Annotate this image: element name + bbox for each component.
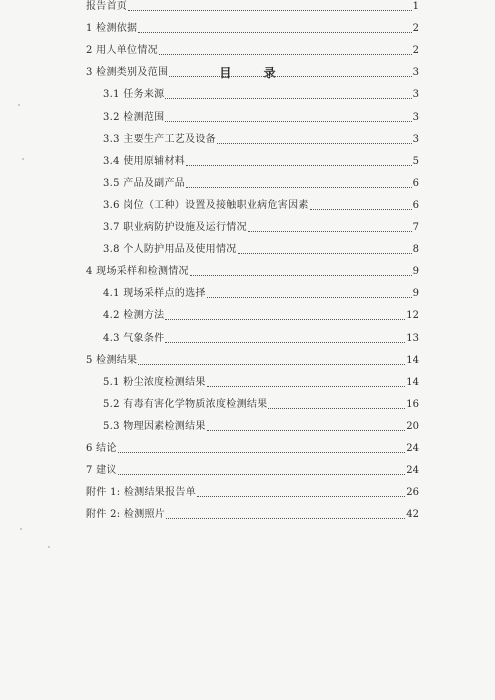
toc-entry-label: 3.4 使用原辅材料 [103,155,186,167]
toc-leader-dots [169,75,411,77]
toc-leader-dots [166,517,405,519]
toc-entry[interactable] [103,177,419,191]
toc-entry-label: 报告首页 [86,1,128,12]
toc-entry-page: 42 [406,509,419,521]
toc-entry-page: 5 [412,155,419,167]
toc-entry-label: 3.5 产品及副产品 [103,177,186,189]
toc-leader-dots [186,164,412,166]
toc-entry-label: 4.2 检测方法 [103,310,165,322]
toc-entry-page: 20 [406,420,419,432]
toc-leader-dots [238,252,412,254]
toc-entry[interactable] [103,199,419,213]
toc-entry[interactable] [86,486,419,500]
toc-entry[interactable] [103,332,419,346]
scan-speck [48,546,50,548]
toc-leader-dots [197,495,405,497]
toc-entry-label: 5.1 粉尘浓度检测结果 [103,376,206,388]
toc-entry[interactable] [86,354,419,368]
toc-entry-page: 1 [412,1,419,12]
toc-leader-dots [138,363,405,365]
toc-leader-dots [165,318,405,320]
toc-entry-page: 14 [406,376,419,388]
toc-entry[interactable] [103,376,419,390]
toc-leader-dots [207,296,412,298]
toc-leader-dots [165,120,411,122]
toc-leader-dots [128,9,411,11]
toc-entry-label: 2 用人单位情况 [86,45,158,57]
toc-entry-label: 7 建议 [86,465,117,477]
toc-leader-dots [207,385,406,387]
toc-entry-label: 5 检测结果 [86,354,138,366]
toc-entry[interactable] [103,155,419,169]
toc-entry-label: 3 检测类别及范围 [86,67,169,79]
toc-entry-label: 1 检测依据 [86,23,138,35]
toc-entry-label: 4.3 气象条件 [103,332,165,344]
toc-entry-label: 6 结论 [86,443,117,454]
toc-entry-label: 3.8 个人防护用品及使用情况 [103,244,237,256]
toc-entry[interactable] [103,309,419,323]
toc-leader-dots [310,208,412,210]
toc-entry[interactable] [103,111,419,125]
toc-entry[interactable] [86,508,419,522]
toc-entry-label: 3.3 主要生产工艺及设备 [103,133,216,145]
toc-leader-dots [190,274,412,276]
toc-leader-dots [118,473,406,475]
toc-entry-label: 4.1 现场采样点的选择 [103,288,206,300]
toc-leader-dots [138,31,411,33]
toc-leader-dots [207,429,406,431]
toc-entry-page: 8 [412,244,419,256]
toc-entry-label: 4 现场采样和检测情况 [86,266,189,278]
toc-entry-label: 3.7 职业病防护设施及运行情况 [103,222,247,233]
toc-entry[interactable] [86,44,419,58]
toc-leader-dots [248,230,412,232]
toc-leader-dots [268,407,405,409]
toc-entry-page: 26 [406,487,419,499]
toc-entry[interactable] [103,420,419,434]
toc-entry-page: 12 [406,310,419,322]
toc-entry-page: 2 [412,45,419,57]
toc-entry-label: 3.2 检测范围 [103,111,165,123]
toc-leader-dots [217,142,412,144]
toc-entry-page: 3 [412,133,419,145]
scan-speck [20,528,22,530]
toc-entry-page: 6 [412,199,419,211]
toc-entry-page: 16 [406,398,419,410]
toc-entry-label: 附件 1: 检测结果报告单 [86,487,196,499]
toc-entry[interactable] [86,442,419,456]
toc-entry[interactable] [86,464,419,478]
toc-entry-page: 3 [412,89,419,101]
toc-entry-page: 3 [412,67,419,79]
toc-entry[interactable] [103,133,419,147]
toc-leader-dots [165,341,405,343]
toc-entry-page: 3 [412,111,419,123]
toc-entry-page: 13 [406,332,419,344]
toc-leader-dots [159,53,412,55]
toc-entry-label: 5.3 物理因素检测结果 [103,420,206,432]
toc-entry[interactable] [103,287,419,301]
toc-entry-page: 24 [406,465,419,477]
toc-entry-page: 9 [412,288,419,300]
toc-leader-dots [165,97,411,99]
toc-entry[interactable] [86,265,419,279]
toc-entry-page: 2 [412,23,419,35]
toc-entry[interactable] [103,221,419,235]
toc-title: 目 录 [219,66,290,80]
toc-entry-label: 5.2 有毒有害化学物质浓度检测结果 [103,398,268,410]
toc-entry[interactable] [86,66,419,80]
toc-entry[interactable] [103,398,419,412]
toc-entry-label: 附件 2: 检测照片 [86,509,166,521]
toc-entry[interactable] [103,88,419,102]
scan-speck [22,158,24,160]
toc-entry-page: 6 [412,177,419,189]
toc-entry-page: 7 [412,222,419,233]
toc-entry[interactable] [103,243,419,257]
toc-leader-dots [186,186,412,188]
toc-leader-dots [118,451,406,453]
toc-entry-label: 3.6 岗位（工种）设置及接触职业病危害因素 [103,199,309,211]
toc-entry-page: 14 [406,354,419,366]
toc-entry-page: 9 [412,266,419,278]
scan-speck [18,104,20,106]
toc-entry[interactable] [86,0,419,14]
toc-entry-label: 3.1 任务来源 [103,89,165,101]
toc-entry[interactable] [86,22,419,36]
toc-entry-page: 24 [406,443,419,454]
